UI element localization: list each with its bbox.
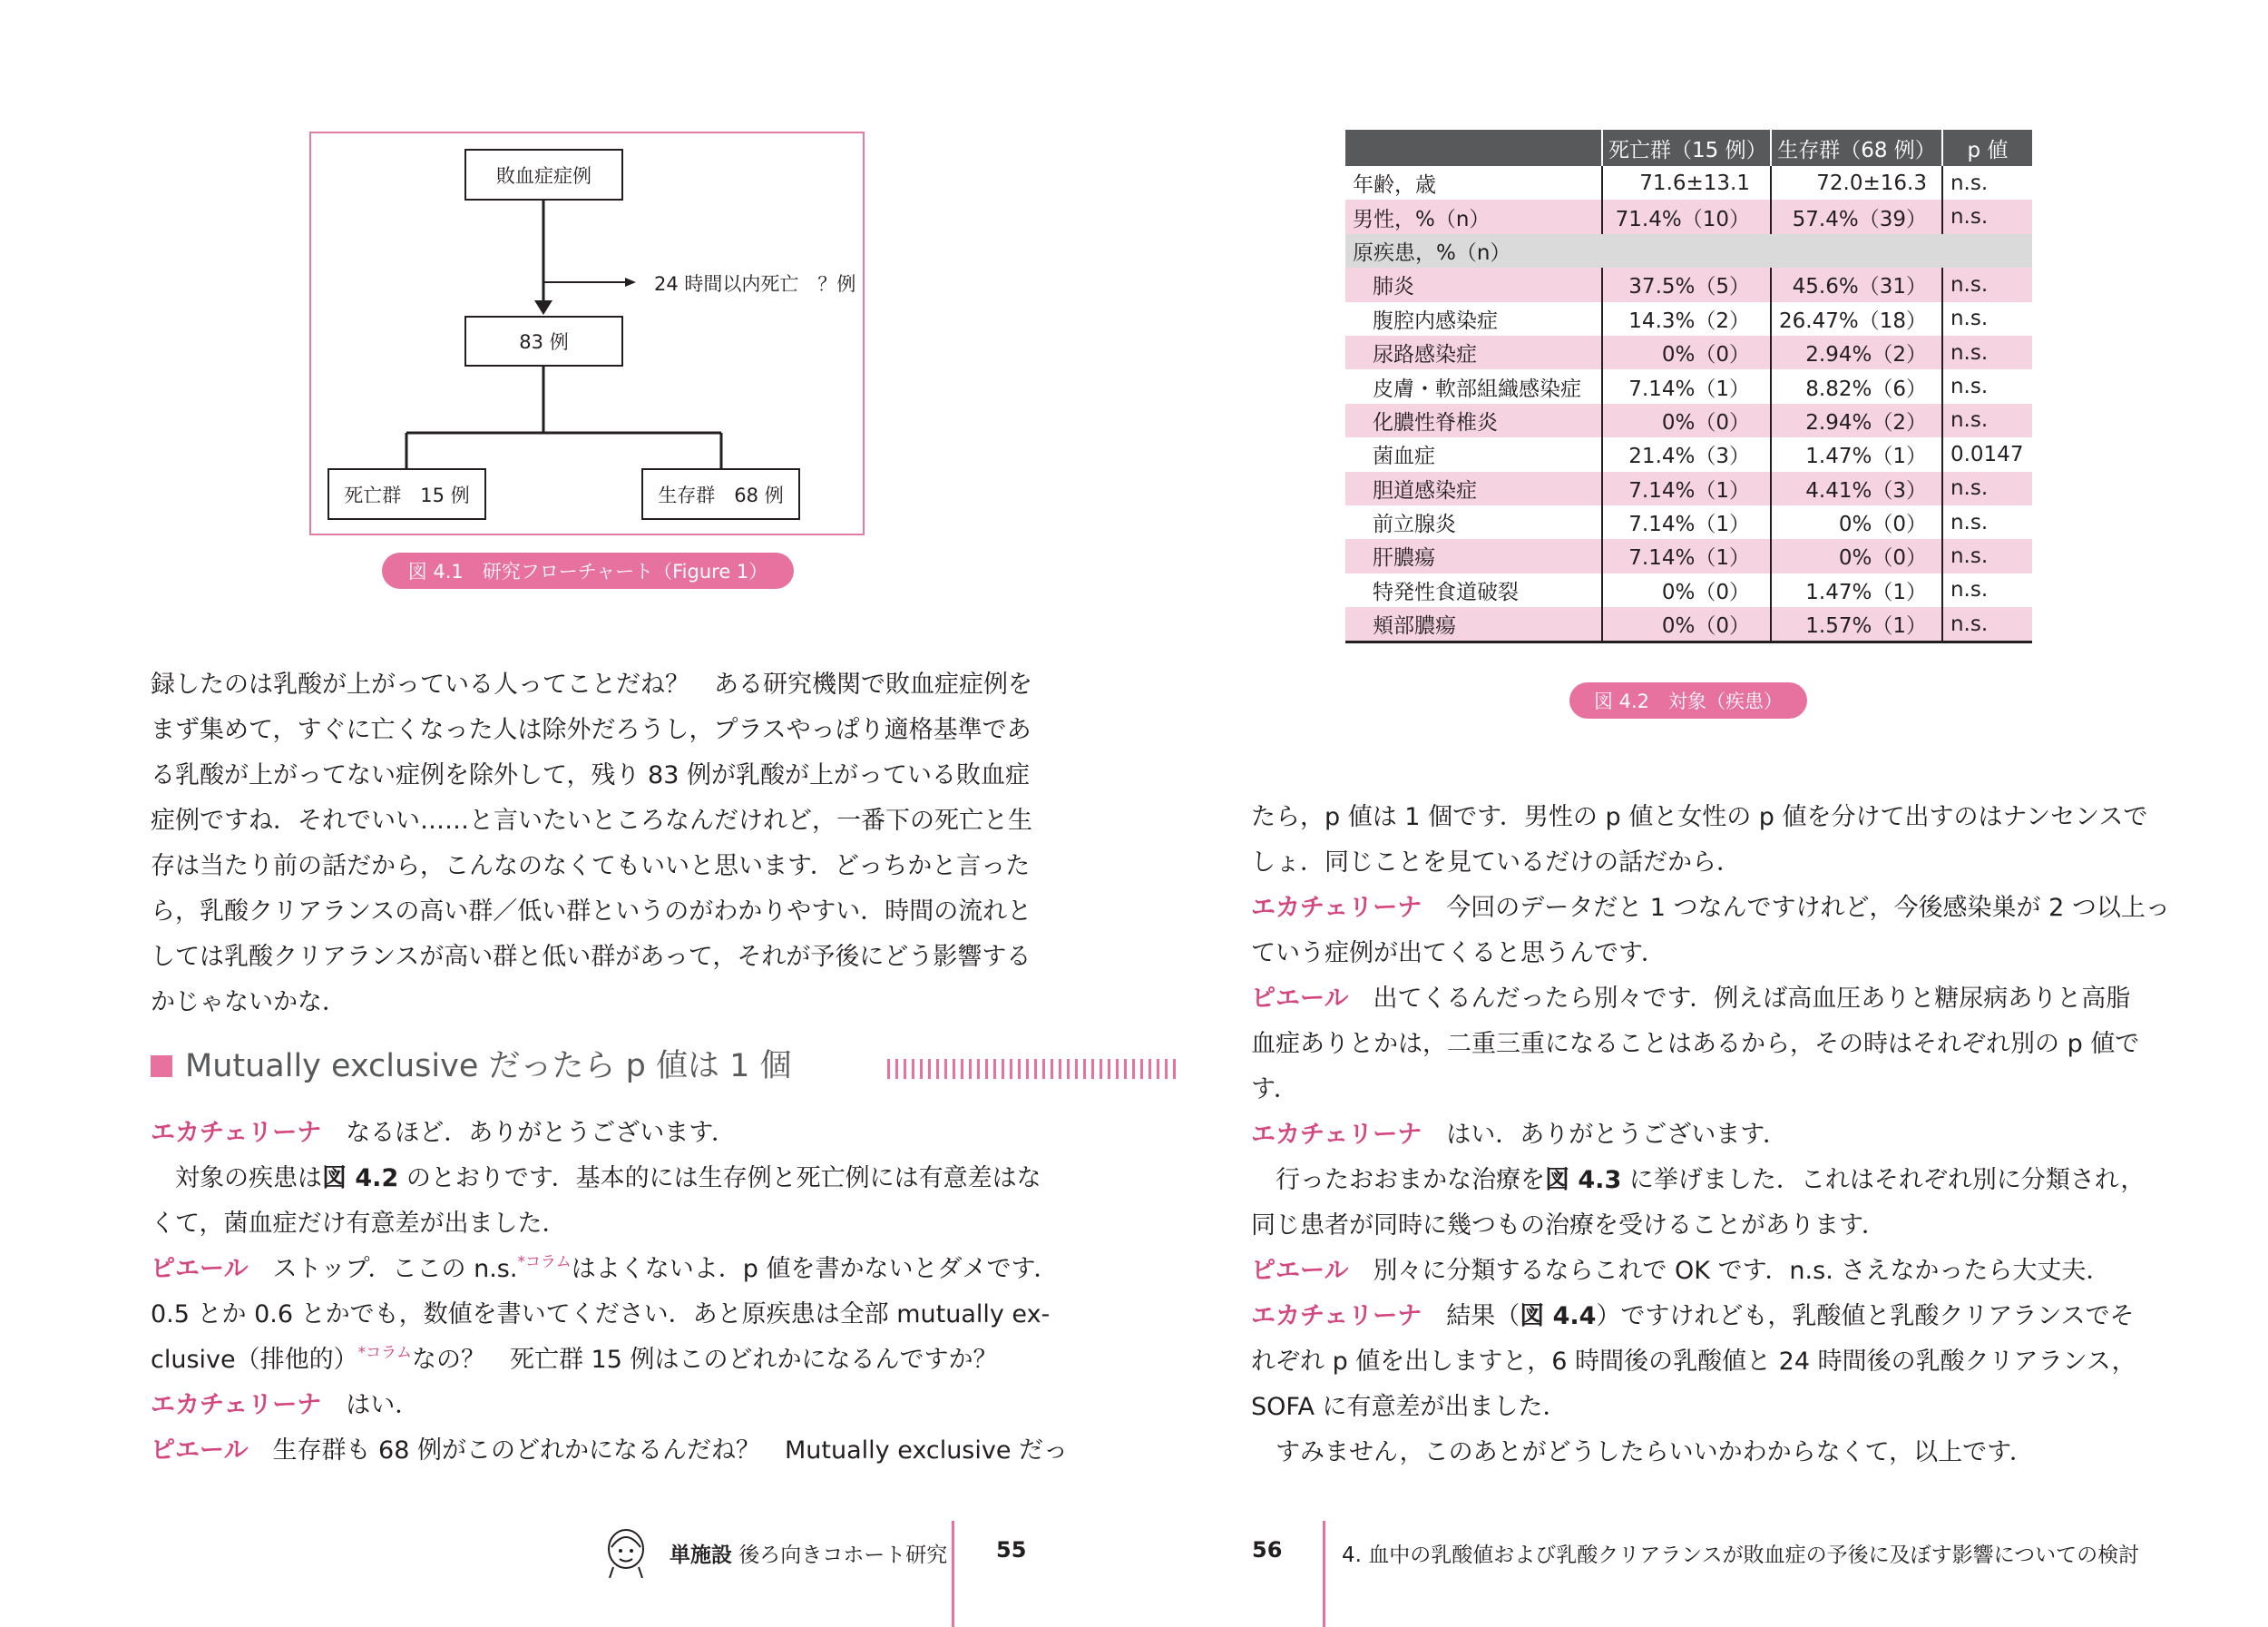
speaker-name: エカチェリーナ [151, 1119, 322, 1147]
body-line: すみません，このあとがどうしたらいいかわからなくて，以上です． [1251, 1438, 2034, 1466]
death-value: 0%（0） [1602, 404, 1771, 437]
flow-exclusion-label: 24 時間以内死亡 ？例 [654, 273, 856, 295]
table-row [1345, 505, 2032, 539]
section-heading [151, 1046, 1029, 1086]
table-header-cell: p 値 [1942, 130, 2032, 166]
table-row [1345, 437, 2032, 471]
death-value: 7.14%（1） [1602, 369, 1771, 403]
survival-value: 0%（0） [1771, 539, 1942, 573]
figure-4-1-frame [309, 132, 865, 535]
body-line: 症例ですね．それでいい……と言いたいところなんだけれど，一番下の死亡と生 [151, 807, 1032, 835]
figure-reference: 図 4.2 [322, 1164, 399, 1192]
dialogue-text: 出てくるんだったら別々です．例えば高血圧ありと糖尿病ありと高脂 [1348, 985, 2131, 1013]
row-label: 頬部膿瘍 [1345, 607, 1602, 642]
p-value: n.s. [1942, 166, 2032, 200]
body-line: ら，乳酸クリアランスの高い群／低い群というのがわかりやすい．時間の流れと [151, 897, 1032, 926]
body-line: SOFA に有意差が出ました． [1251, 1393, 1568, 1421]
p-value: n.s. [1942, 268, 2032, 301]
body-line [151, 1344, 998, 1379]
body-line: 血症ありとかは，二重三重になることはあるから，その時はそれぞれ別の p 値で [1251, 1030, 2140, 1058]
p-value: n.s. [1942, 404, 2032, 437]
speaker-name: ピエール [151, 1255, 249, 1283]
dialogue-text: はい．ありがとうございます． [1422, 1121, 1788, 1149]
body-text: 対象の疾患は [151, 1164, 322, 1192]
death-value: 71.6±13.1 [1602, 166, 1771, 200]
dialogue-text: なるほど．ありがとうございます． [321, 1119, 737, 1147]
p-value: n.s. [1942, 369, 2032, 403]
table-row [1345, 302, 2032, 336]
row-label: 肺炎 [1345, 268, 1602, 301]
body-line: しては乳酸クリアランスが高い群と低い群があって，それが予後にどう影響する [151, 943, 1031, 971]
table-row [1345, 166, 2032, 200]
survival-value: 45.6%（31） [1771, 268, 1942, 301]
p-value: n.s. [1942, 302, 2032, 336]
body-line: たら，p 値は 1 個です．男性の p 値と女性の p 値を分けて出すのはナンセンスで [1251, 803, 2148, 831]
footer-title: 後ろ向きコホート研究 [732, 1544, 948, 1567]
table-header-cell [1345, 130, 1602, 166]
table-row [1345, 268, 2032, 301]
body-line: す． [1251, 1075, 1298, 1103]
body-text: に挙げました．これはそれぞれ別に分類され， [1621, 1166, 2146, 1194]
p-value: n.s. [1942, 505, 2032, 539]
row-label: 年齢，歳 [1353, 173, 1436, 198]
p-value: n.s. [1942, 200, 2032, 233]
survival-value: 4.41%（3） [1771, 472, 1942, 505]
death-value: 7.14%（1） [1602, 539, 1771, 573]
dialogue-text: 生存群も 68 例がこのどれかになるんだね？ Mutually exclusive だっ [248, 1436, 1069, 1465]
dialogue-line [151, 1253, 1058, 1289]
speaker-name: ピエール [151, 1436, 249, 1465]
p-value: n.s. [1942, 336, 2032, 369]
survival-value: 26.47%（18） [1771, 302, 1942, 336]
death-value: 71.4%（10） [1602, 200, 1771, 233]
dialogue-line [1251, 983, 2130, 1015]
survival-value: 72.0±16.3 [1771, 166, 1942, 200]
body-line: 0.5 とか 0.6 とかでも，数値を書いてください．あと原疾患は全部 mutually ex- [151, 1300, 1051, 1328]
body-line: る乳酸が上がってない症例を除外して，残り 83 例が乳酸が上がっている敗血症 [151, 761, 1030, 789]
speaker-name: エカチェリーナ [1251, 1302, 1422, 1330]
dialogue-text: 結果（ [1422, 1302, 1520, 1330]
dialogue-text: ）ですけれども，乳酸値と乳酸クリアランスでそ [1596, 1302, 2135, 1330]
p-value: n.s. [1942, 472, 2032, 505]
figure-reference: 図 4.4 [1520, 1302, 1597, 1330]
speaker-name: エカチェリーナ [1251, 1121, 1422, 1149]
body-text: clusive（排他的） [151, 1346, 358, 1374]
figure-4-2-caption: 図 4.2 対象（疾患） [1569, 682, 1807, 719]
table-row [1345, 539, 2032, 573]
p-value: n.s. [1942, 539, 2032, 573]
dialogue-line [1251, 892, 2170, 925]
row-label: 原疾患，%（n） [1345, 234, 2032, 268]
p-value: n.s. [1942, 573, 2032, 607]
table-header-cell: 死亡群（15 例） [1602, 130, 1771, 166]
survival-value: 8.82%（6） [1771, 369, 1942, 403]
footer-divider-left [952, 1521, 954, 1627]
death-value: 14.3%（2） [1602, 302, 1771, 336]
body-text: 行ったおおまかな治療を [1251, 1166, 1545, 1194]
row-label: 化膿性脊椎炎 [1345, 404, 1602, 437]
table-row [1345, 607, 2032, 642]
speaker-name: ピエール [1251, 1257, 1349, 1285]
body-text: なの？ 死亡群 15 例はこのどれかになるんですか？ [411, 1346, 998, 1374]
row-label: 皮膚・軟部組織感染症 [1373, 377, 1581, 401]
dialogue-line [1251, 1255, 2110, 1288]
survival-value: 1.57%（1） [1771, 607, 1942, 642]
body-line: しょ．同じことを見ているだけの話だから． [1251, 848, 1741, 877]
table-row [1345, 200, 2032, 233]
footer-divider-right [1323, 1521, 1325, 1627]
death-value: 7.14%（1） [1602, 505, 1771, 539]
footer-bold-label: 単施設 [670, 1544, 732, 1567]
table-row [1345, 369, 2032, 403]
death-value: 37.5%（5） [1602, 268, 1771, 301]
table-row [1345, 404, 2032, 437]
dialogue-line [151, 1117, 736, 1150]
table-row [1345, 472, 2032, 505]
speaker-name: ピエール [1251, 985, 1349, 1013]
death-value: 0%（0） [1602, 573, 1771, 607]
body-line: 同じ患者が同時に幾つもの治療を受けることがあります． [1251, 1211, 1886, 1240]
p-value: n.s. [1942, 607, 2032, 642]
speaker-name: エカチェリーナ [151, 1391, 322, 1419]
body-line [1251, 1164, 2145, 1197]
p-value: 0.0147 [1942, 437, 2032, 471]
heading-square-marker [151, 1055, 172, 1077]
survival-value: 1.47%（1） [1771, 573, 1942, 607]
survival-value: 57.4%（39） [1771, 200, 1942, 233]
body-line: くて，菌血症だけ有意差が出ました． [151, 1210, 567, 1238]
flow-box-survival-group: 生存群 68 例 [641, 468, 800, 520]
dialogue-text: ストップ．ここの n.s. [248, 1255, 518, 1283]
page-number-left: 55 [996, 1537, 1027, 1563]
body-line: 録したのは乳酸が上がっている人ってことだね？ ある研究機関で敗血症症例を [151, 671, 1032, 699]
dialogue-text: はい． [321, 1391, 420, 1419]
survival-value: 2.94%（2） [1771, 404, 1942, 437]
dialogue-line [151, 1435, 1068, 1467]
dialogue-text: はよくないよ．p 値を書かないとダメです． [571, 1255, 1059, 1283]
row-label: 男性，%（n） [1345, 200, 1602, 233]
dialogue-text: 別々に分類するならこれで OK です．n.s. さえなかったら大丈夫． [1348, 1257, 2111, 1285]
death-value: 0%（0） [1602, 607, 1771, 642]
dialogue-text: 今回のデータだと 1 つなんですけれど，今後感染巣が 2 つ以上っ [1422, 894, 2170, 922]
survival-value: 2.94%（2） [1771, 336, 1942, 369]
column-reference-mark: *コラム [517, 1253, 572, 1271]
table-header-row [1345, 130, 2032, 166]
table-header-cell: 生存群（68 例） [1771, 130, 1942, 166]
survival-value: 1.47%（1） [1771, 437, 1942, 471]
body-text: のとおりです．基本的には生存例と死亡例には有意差はな [398, 1164, 1041, 1192]
dialogue-line [151, 1389, 419, 1422]
flow-box-83-cases: 83 例 [464, 316, 623, 367]
body-line [151, 1162, 1041, 1195]
row-label: 特発性食道破裂 [1373, 580, 1519, 604]
body-line: れぞれ p 値を出しますと，6 時間後の乳酸値と 24 時間後の乳酸クリアランス， [1251, 1348, 2136, 1376]
body-line: かじゃないかな． [151, 988, 347, 1016]
page-number-right: 56 [1252, 1537, 1283, 1563]
figure-4-1-caption: 図 4.1 研究フローチャート（Figure 1） [382, 553, 794, 589]
body-line: 存は当たり前の話だから，こんなのなくてもいいと思います．どっちかと言った [151, 852, 1031, 880]
row-label: 尿路感染症 [1345, 336, 1602, 369]
running-footer-left [670, 1538, 947, 1568]
death-value: 7.14%（1） [1602, 472, 1771, 505]
table-row [1345, 573, 2032, 607]
row-label: 菌血症 [1373, 445, 1435, 469]
section-heading-text: Mutually exclusive だったら p 値は 1 個 [185, 1048, 792, 1084]
dialogue-line [1251, 1300, 2135, 1333]
row-label: 肝膿瘍 [1345, 539, 1602, 573]
running-footer-right: 4. 血中の乳酸値および乳酸クリアランスが敗血症の予後に及ぼす影響についての検討 [1342, 1544, 2140, 1567]
death-value: 0%（0） [1602, 336, 1771, 369]
column-reference-mark: *コラム [357, 1344, 412, 1362]
row-label: 前立腺炎 [1373, 513, 1456, 537]
table-row [1345, 234, 2032, 268]
flow-box-death-group: 死亡群 15 例 [327, 468, 486, 520]
row-label: 腹腔内感染症 [1373, 309, 1498, 333]
dialogue-line [1251, 1119, 1787, 1152]
death-value: 21.4%（3） [1602, 437, 1771, 471]
heading-stripe-decoration [887, 1059, 1179, 1079]
row-label: 胆道感染症 [1345, 472, 1602, 505]
speaker-name: エカチェリーナ [1251, 894, 1422, 922]
survival-value: 0%（0） [1771, 505, 1942, 539]
flow-box-sepsis-cases: 敗血症症例 [464, 149, 623, 201]
figure-reference: 図 4.3 [1545, 1166, 1622, 1194]
table-row [1345, 336, 2032, 369]
figure-4-2-table [1345, 130, 2032, 643]
character-portrait-icon [606, 1527, 646, 1578]
body-line: ていう症例が出てくると思うんです． [1251, 939, 1666, 967]
body-line: まず集めて，すぐに亡くなった人は除外だろうし，プラスやっぱり適格基準であ [151, 716, 1031, 744]
